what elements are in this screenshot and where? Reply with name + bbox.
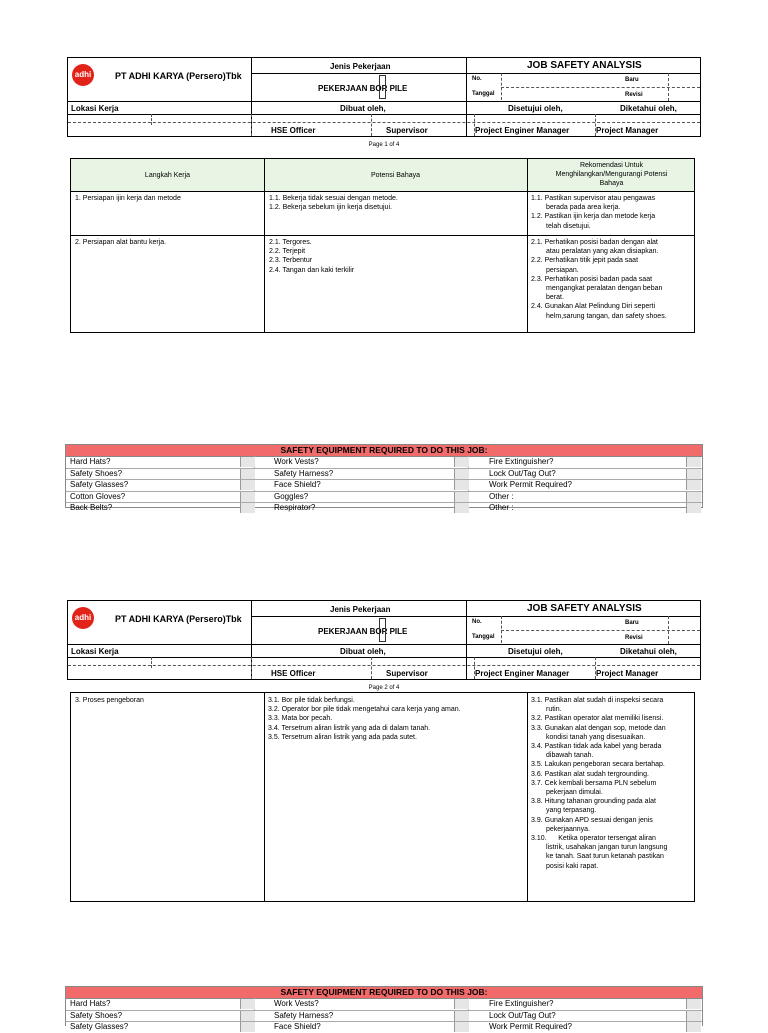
checkbox[interactable] [240, 492, 255, 502]
col-langkah-kerja: Langkah Kerja [144, 172, 191, 179]
safety-equipment-title: SAFETY EQUIPMENT REQUIRED TO DO THIS JOB: [66, 445, 702, 457]
jsa-header-page1 [67, 57, 701, 137]
jenis-pekerjaan-value: PEKERJAAN BOR PILE [318, 627, 408, 636]
step-cell: 1. Persiapan ijin kerja dan metode [75, 195, 181, 202]
checkbox[interactable] [454, 999, 469, 1009]
checkbox[interactable] [686, 503, 701, 513]
dibuat-oleh-label: Dibuat oleh, [340, 104, 386, 113]
checkbox[interactable] [686, 469, 701, 479]
disetujui-oleh-label: Disetujui oleh, [508, 647, 563, 656]
project-engineer-manager-label: Project Enginer Manager [475, 669, 570, 678]
checkbox[interactable] [686, 492, 701, 502]
checkbox-icon[interactable] [379, 75, 386, 99]
checkbox[interactable] [686, 457, 701, 467]
diketahui-oleh-label: Diketahui oleh, [620, 647, 677, 656]
no-label: No. [472, 76, 482, 82]
jenis-pekerjaan-value: PEKERJAAN BOR PILE [318, 84, 408, 93]
project-engineer-manager-label: Project Enginer Manager [475, 126, 570, 135]
logo-tagline [72, 89, 73, 93]
safety-row: Safety Glasses? Face Shield? Work Permit Required? [66, 480, 702, 492]
adhi-logo-icon: adhi [72, 64, 94, 86]
dibuat-oleh-label: Dibuat oleh, [340, 647, 386, 656]
recommendation-cell: 1.1. Pastikan supervisor atau pengawas berada pada area kerja. 1.2. Pastikan ijin kerja dan metode kerja telah disetujui. [531, 195, 656, 230]
checkbox[interactable] [240, 999, 255, 1009]
jsa-table-page2 [70, 692, 695, 902]
project-manager-label: Project Manager [596, 669, 659, 678]
safety-equipment-title: SAFETY EQUIPMENT REQUIRED TO DO THIS JOB: [66, 987, 702, 999]
safety-equipment-table-1 [65, 444, 703, 512]
checkbox[interactable] [240, 480, 255, 490]
jsa-title: JOB SAFETY ANALYSIS [527, 603, 642, 614]
safety-row: Safety Shoes? Safety Harness? Lock Out/Tag Out? [66, 469, 702, 481]
project-manager-label: Project Manager [596, 126, 659, 135]
supervisor-label: Supervisor [386, 126, 428, 135]
adhi-logo-icon: adhi [72, 607, 94, 629]
company-name: PT ADHI KARYA (Persero)Tbk [115, 71, 242, 81]
checkbox[interactable] [454, 492, 469, 502]
hazard-cell: 3.1. Bor pile tidak berfungsi. 3.2. Operator bor pile tidak mengetahui cara kerja yang aman. 3.3. Mata bor pecah. 3.4. Tersetrum aliran listrik yang ada di dalam tanah. 3.5. Tersetrum aliran listrik yang ada pada sutet. [268, 697, 461, 741]
safety-row: Safety Glasses? Face Shield? Work Permit Required? [66, 1022, 702, 1033]
disetujui-oleh-label: Disetujui oleh, [508, 104, 563, 113]
safety-row: Hard Hats? Work Vests? Fire Extinguisher? [66, 457, 702, 469]
jenis-pekerjaan-label: Jenis Pekerjaan [330, 62, 391, 71]
checkbox[interactable] [454, 1011, 469, 1021]
jsa-title: JOB SAFETY ANALYSIS [527, 60, 642, 71]
page-number-2: Page 2 of 4 [368, 685, 400, 691]
safety-row: Hard Hats? Work Vests? Fire Extinguisher? [66, 999, 702, 1011]
col-potensi-bahaya: Potensi Bahaya [370, 172, 421, 179]
checkbox-icon[interactable] [379, 618, 386, 642]
hse-officer-label: HSE Officer [271, 126, 316, 135]
col-rekomendasi: Rekomendasi Untuk Menghilangkan/Mengurangi Potensi Bahaya [555, 162, 668, 187]
checkbox[interactable] [240, 1011, 255, 1021]
checkbox[interactable] [686, 1011, 701, 1021]
checkbox[interactable] [240, 457, 255, 467]
hazard-cell: 1.1. Bekerja tidak sesuai dengan metode. 1.2. Bekerja sebelum ijin kerja disetujui. [269, 195, 398, 212]
checkbox[interactable] [240, 503, 255, 513]
safety-row: Back Belts? Respirator? Other : [66, 503, 702, 514]
checkbox[interactable] [454, 469, 469, 479]
safety-row: Cotton Gloves? Goggles? Other : [66, 492, 702, 504]
revisi-label: Revisi [625, 92, 643, 98]
supervisor-label: Supervisor [386, 669, 428, 678]
diketahui-oleh-label: Diketahui oleh, [620, 104, 677, 113]
checkbox[interactable] [240, 469, 255, 479]
step-cell: 3. Proses pengeboran [75, 697, 144, 704]
checkbox[interactable] [454, 480, 469, 490]
checkbox[interactable] [454, 457, 469, 467]
jsa-table-header [71, 159, 694, 192]
baru-label: Baru [625, 620, 639, 626]
safety-equipment-table-2 [65, 986, 703, 1031]
baru-label: Baru [625, 77, 639, 83]
jsa-header-page2 [67, 600, 701, 680]
hazard-cell: 2.1. Tergores. 2.2. Terjepit 2.3. Terbentur 2.4. Tangan dan kaki terkilir [269, 239, 355, 274]
safety-row: Safety Shoes? Safety Harness? Lock Out/Tag Out? [66, 1011, 702, 1023]
lokasi-kerja-label: Lokasi Kerja [71, 647, 119, 656]
lokasi-kerja-label: Lokasi Kerja [71, 104, 119, 113]
page-number-1: Page 1 of 4 [368, 142, 400, 148]
hse-officer-label: HSE Officer [271, 669, 316, 678]
tanggal-label: Tanggal [472, 91, 495, 97]
step-cell: 2. Persiapan alat bantu kerja. [75, 239, 167, 246]
checkbox[interactable] [686, 480, 701, 490]
revisi-label: Revisi [625, 635, 643, 641]
checkbox[interactable] [454, 503, 469, 513]
company-name: PT ADHI KARYA (Persero)Tbk [115, 614, 242, 624]
checkbox[interactable] [686, 999, 701, 1009]
jsa-table-page1 [70, 158, 695, 333]
tanggal-label: Tanggal [472, 634, 495, 640]
no-label: No. [472, 619, 482, 625]
recommendation-cell: 3.1. Pastikan alat sudah di inspeksi secara rutin. 3.2. Pastikan operator alat memiliki lisensi. 3.3. Gunakan alat dengan sop, metode dan kondisi tanah yang disesuaikan. 3.4. Pastikan tidak ada kabel yang berada dibawah tanah. 3.5. Lakukan pengeboran secara bertahap. 3.6. Pastikan alat sudah tergrounding. 3.7. Cek kembali bersama PLN sebelum pekerjaan dimulai. 3.8. Hitung tahanan grounding pada alat yang terpasang. 3.9. Gunakan APD sesuai dengan jenis pekerjaannya. 3.10. Ketika operator tersengat aliran listrik, usahakan jangan turun langsung ke tanah. Saat turun ketanah pastikan posisi kaki rapat. [531, 697, 668, 870]
recommendation-cell: 2.1. Perhatikan posisi badan dengan alat atau peralatan yang akan disiapkan. 2.2. Perhatikan titik jepit pada saat persiapan. 2.3. Perhatikan posisi badan pada saat mengangkat peralatan dengan beban berat. 2.4. Gunakan Alat Pelindung Diri seperti helm,sarung tangan, dan safety shoes. [531, 239, 667, 320]
jenis-pekerjaan-label: Jenis Pekerjaan [330, 605, 391, 614]
